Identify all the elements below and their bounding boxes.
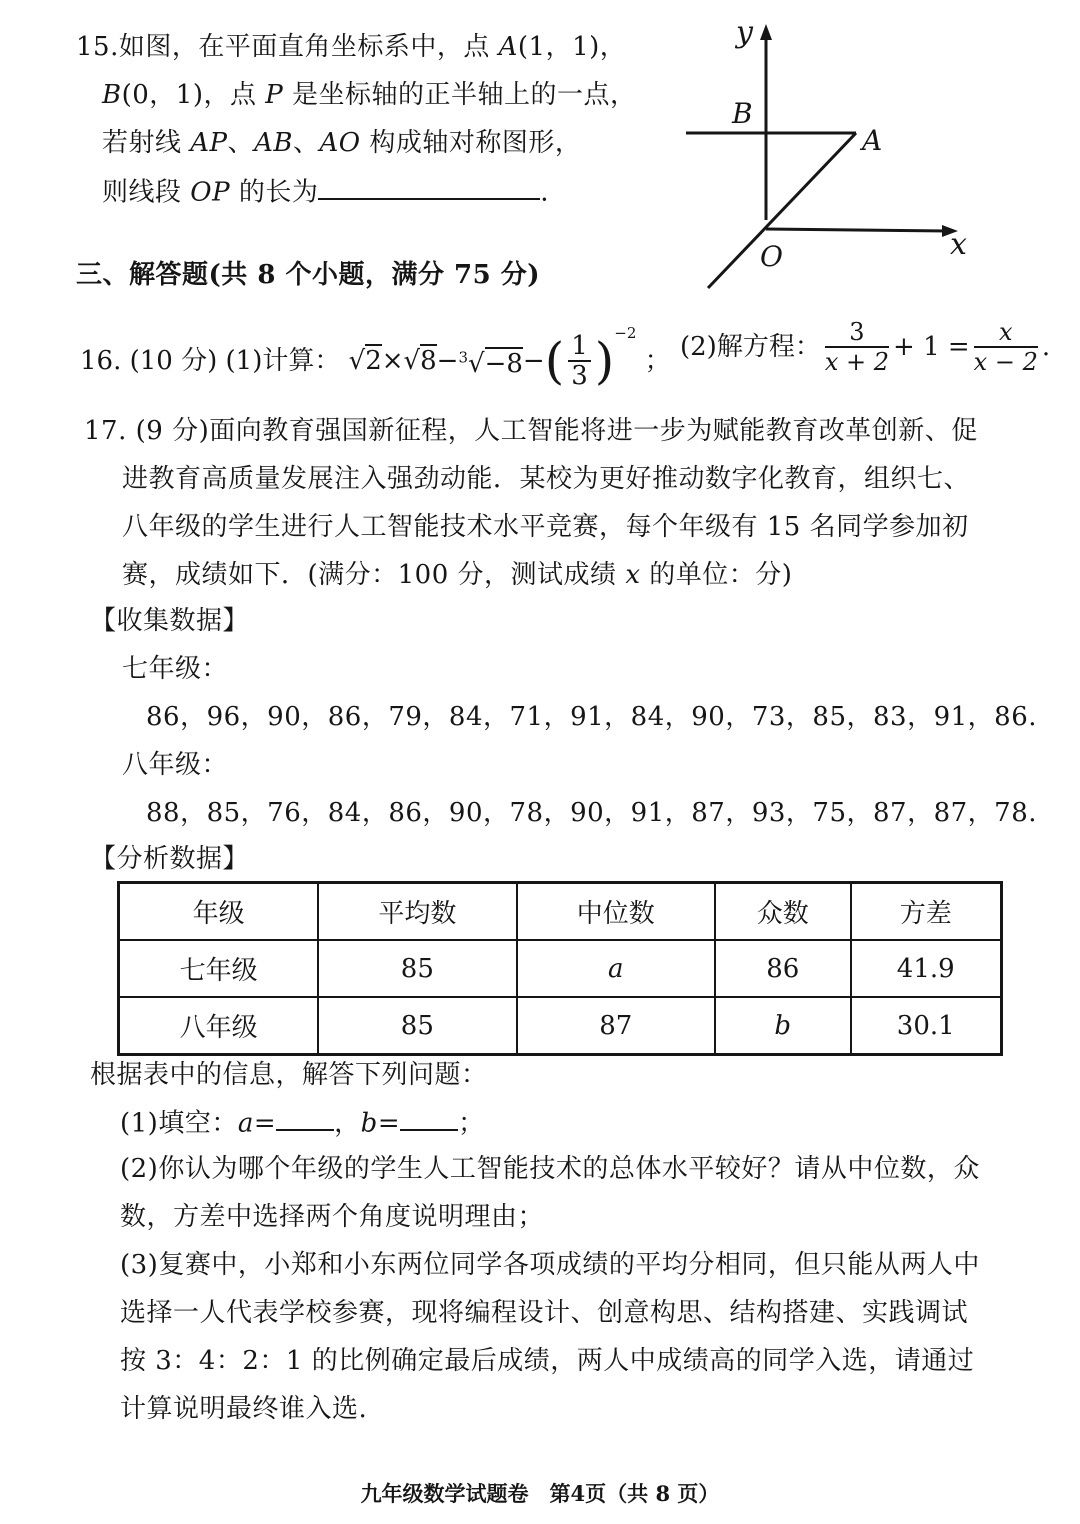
analyze-data-heading: 【分析数据】 [90, 844, 250, 874]
equation-fraction-left: $\frac{3}{x + 2}$ [824, 318, 890, 376]
y-axis-arrow [760, 24, 772, 40]
sqrt-8: √8 [403, 346, 437, 376]
q15-line2: B(0，1)，点 P 是坐标轴的正半轴上的一点， [102, 80, 637, 110]
table-cell: b [715, 997, 851, 1055]
cube-root: $^3$√−8 [458, 348, 523, 380]
subquestion-3-line3: 按 3：4：2：1 的比例确定最后成绩，两人中成绩高的同学入选，请通过 [120, 1346, 975, 1376]
page-footer: 九年级数学试题卷 第4页（共 8 页） [360, 1481, 720, 1506]
q15-line4: 则线段 OP 的长为 ． [102, 175, 567, 209]
q17-paragraph-line4: 赛，成绩如下．(满分：100 分，测试成绩 x 的单位：分) [122, 560, 793, 590]
q17-paragraph-line2: 进教育高质量发展注入强劲动能．某校为更好推动数字化教育，组织七、 [122, 464, 971, 494]
table-row [119, 997, 1002, 1055]
grade7-scores: 86，96，90，86，79，84，71，91，84，90，73，85，83，91，86. [146, 702, 1038, 732]
table-cell: 85 [318, 997, 516, 1055]
label-a: A [862, 124, 883, 157]
collect-data-heading: 【收集数据】 [90, 606, 250, 636]
grade8-label: 八年级： [122, 750, 229, 780]
q16-line: 16. (10 分) (1)计算： √2×√8−$^3$√−8−( $\frac{1}{3}$ )$^{-2}$ ； [80, 324, 671, 391]
q16-part2: (2)解方程： $\frac{3}{x + 2}$ + 1 = $\frac{x}{x - 2}$ . [680, 318, 1051, 376]
grade7-label: 七年级： [122, 654, 229, 684]
table-cell: 七年级 [119, 940, 319, 997]
subquestion-3-line1: (3)复赛中，小郑和小东两位同学各项成绩的平均分相同，但只能从两人中 [120, 1250, 980, 1280]
fraction-one-third: $\frac{1}{3}$ [568, 332, 591, 390]
table-cell: 30.1 [851, 997, 1002, 1055]
q17-paragraph-line1: 17. (9 分)面向教育强国新征程，人工智能将进一步为赋能教育改革创新、促 [84, 416, 978, 446]
subquestion-1: (1)填空：a= ，b= ； [120, 1106, 485, 1140]
table-cell: 86 [715, 940, 851, 997]
table-cell: 87 [517, 997, 715, 1055]
table-header-cell: 平均数 [318, 883, 516, 941]
label-x: x [950, 227, 967, 262]
grade8-scores: 88，85，76，84，86，90，78，90，91，87，93，75，87，87，78. [146, 798, 1038, 828]
table-header-cell: 年级 [119, 883, 319, 941]
table-row [119, 940, 1002, 997]
equation-fraction-right: $\frac{x}{x - 2}$ [973, 318, 1038, 376]
table-cell: 八年级 [119, 997, 319, 1055]
label-b: B [732, 97, 753, 130]
subquestion-3-line2: 选择一人代表学校参赛，现将编程设计、创意构思、结构搭建、实践调试 [120, 1298, 969, 1328]
q15-line1: 15.如图，在平面直角坐标系中，点 A(1，1)， [76, 32, 627, 62]
statistics-table [117, 881, 1003, 1056]
table-cell: a [517, 940, 715, 997]
sqrt-2: √2 [348, 346, 382, 376]
x-axis [766, 229, 948, 231]
table-header-row [119, 883, 1002, 941]
subquestion-2-line1: (2)你认为哪个年级的学生人工智能技术的总体水平较好？请从中位数，众 [120, 1154, 980, 1184]
coordinate-figure [680, 20, 980, 300]
table-cell: 41.9 [851, 940, 1002, 997]
subquestion-3-line4: 计算说明最终谁入选. [120, 1394, 368, 1424]
answer-blank-a [276, 1106, 334, 1131]
label-o: O [760, 240, 783, 273]
table-header-cell: 中位数 [517, 883, 715, 941]
questions-intro: 根据表中的信息，解答下列问题： [90, 1060, 488, 1090]
answer-blank-op [318, 175, 540, 200]
label-y: y [736, 20, 753, 50]
q15-line3: 若射线 AP、AB、AO 构成轴对称图形， [102, 128, 582, 158]
table-header-cell: 方差 [851, 883, 1002, 941]
section-3-title: 三、解答题(共 8 个小题，满分 75 分) [76, 260, 541, 290]
subquestion-2-line2: 数，方差中选择两个角度说明理由； [120, 1202, 545, 1232]
table-cell: 85 [318, 940, 516, 997]
q17-paragraph-line3: 八年级的学生进行人工智能技术水平竞赛，每个年级有 15 名同学参加初 [122, 512, 969, 542]
answer-blank-b [400, 1106, 458, 1131]
table-header-cell: 众数 [715, 883, 851, 941]
